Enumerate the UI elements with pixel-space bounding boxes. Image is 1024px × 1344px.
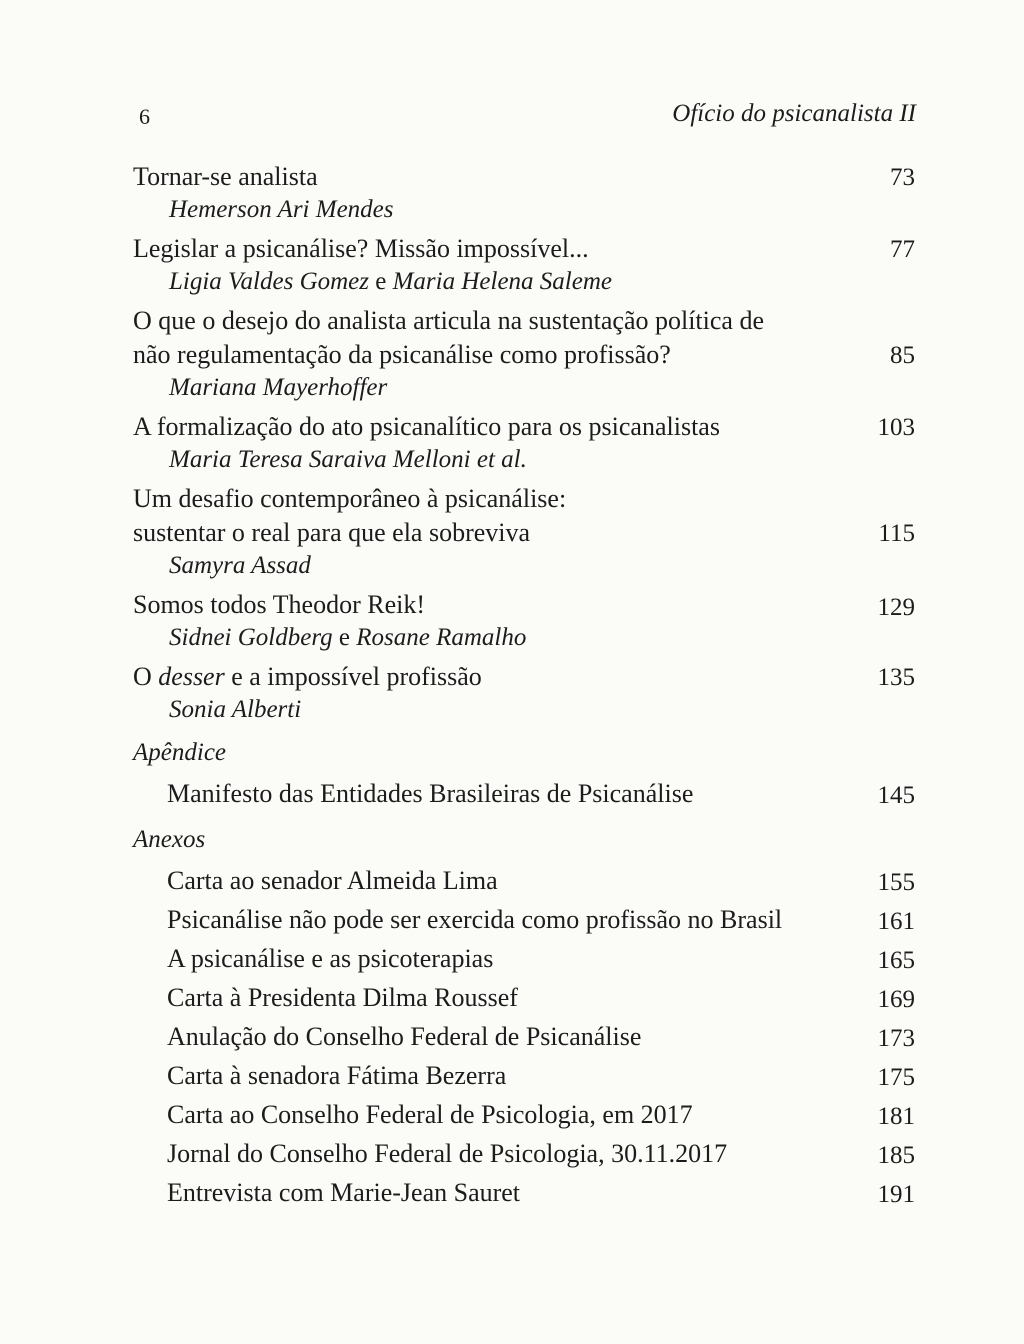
annex-item: [133, 1095, 915, 1134]
entry-title-line: O que o desejo do analista articula na sustentação política de: [133, 306, 764, 335]
toc-entry: [133, 232, 915, 298]
item-page: 145: [877, 782, 915, 809]
entry-title: A formalização do ato psicanalítico para os psicanalistas: [133, 412, 720, 441]
item-page: 173: [877, 1025, 915, 1052]
entry-title: Legislar a psicanálise? Missão impossível...: [133, 234, 589, 263]
entry-page: 129: [877, 594, 915, 621]
entry-author: Sidnei Goldberg e Rosane Ramalho: [169, 624, 527, 651]
entry-author: Maria Teresa Saraiva Melloni et al.: [169, 446, 527, 473]
entry-page: 85: [890, 342, 915, 369]
item-page: 181: [877, 1103, 915, 1130]
item-page: 175: [877, 1064, 915, 1091]
item-page: 155: [877, 869, 915, 896]
entry-title-line: não regulamentação da psicanálise como profissão?: [133, 340, 671, 369]
item-title: Manifesto das Entidades Brasileiras de Psicanálise: [167, 779, 694, 808]
item-title: Psicanálise não pode ser exercida como profissão no Brasil: [167, 905, 783, 934]
item-page: 161: [877, 908, 915, 935]
appendix-heading: Apêndice: [133, 739, 227, 766]
item-page: 185: [877, 1142, 915, 1169]
table-of-contents: [133, 160, 915, 1212]
toc-entry: [133, 660, 915, 726]
entry-page: 103: [877, 414, 915, 441]
entry-author: Samyra Assad: [169, 552, 311, 579]
entry-page: 135: [877, 664, 915, 691]
annex-item: [133, 861, 915, 900]
entry-title-line: sustentar o real para que ela sobreviva: [133, 518, 531, 547]
toc-entry: [133, 410, 915, 476]
toc-entry: [133, 160, 915, 226]
item-title: Jornal do Conselho Federal de Psicologia, 30.11.2017: [167, 1139, 728, 1168]
entry-author: Mariana Mayerhoffer: [169, 374, 388, 401]
entry-title: O desser e a impossível profissão: [133, 662, 482, 691]
item-title: Carta ao senador Almeida Lima: [167, 866, 498, 895]
entry-title: Tornar-se analista: [133, 162, 318, 191]
annex-item: [133, 939, 915, 978]
annex-item: [133, 978, 915, 1017]
item-title: Entrevista com Marie-Jean Sauret: [167, 1178, 521, 1207]
entry-author: Ligia Valdes Gomez e Maria Helena Saleme: [169, 268, 612, 295]
item-title: Carta ao Conselho Federal de Psicologia, em 2017: [167, 1100, 693, 1129]
annex-item: [133, 1134, 915, 1173]
item-page: 191: [877, 1181, 915, 1208]
entry-author: Hemerson Ari Mendes: [169, 196, 394, 223]
entry-title: Somos todos Theodor Reik!: [133, 590, 426, 619]
entry-page: 73: [890, 164, 915, 191]
item-title: Carta à senadora Fátima Bezerra: [167, 1061, 507, 1090]
entry-page: 77: [890, 236, 915, 263]
item-title: Anulação do Conselho Federal de Psicanálise: [167, 1022, 642, 1051]
annex-item: [133, 900, 915, 939]
item-title: Carta à Presidenta Dilma Roussef: [167, 983, 518, 1012]
running-header-title: Ofício do psicanalista II: [672, 100, 916, 127]
annex-item: [133, 1056, 915, 1095]
appendix-item: [133, 774, 915, 813]
item-page: 169: [877, 986, 915, 1013]
entry-title-line: Um desafio contemporâneo à psicanálise:: [133, 484, 567, 513]
item-page: 165: [877, 947, 915, 974]
page-number: 6: [139, 104, 150, 129]
annex-item: [133, 1173, 915, 1212]
item-title: A psicanálise e as psicoterapias: [167, 944, 494, 973]
entry-author: Sonia Alberti: [169, 696, 302, 723]
toc-entry: [133, 482, 915, 582]
toc-entry: [133, 304, 915, 404]
annexes-heading: Anexos: [133, 826, 206, 853]
entry-page: 115: [878, 520, 915, 547]
toc-entry: [133, 588, 915, 654]
annex-item: [133, 1017, 915, 1056]
